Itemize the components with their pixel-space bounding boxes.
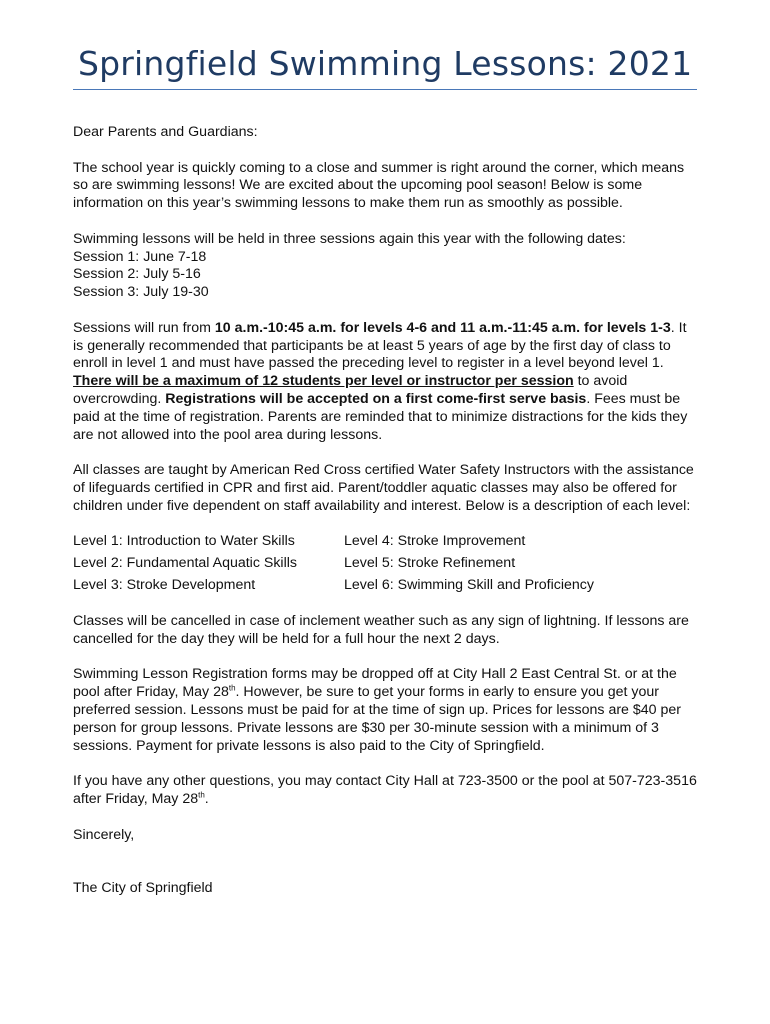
ordinal-suffix: th <box>228 683 236 693</box>
contact-text: . <box>204 791 209 808</box>
sessions-intro: Swimming lessons will be held in three sessions again this year with the following dates: <box>73 230 626 247</box>
signature: The City of Springfield <box>73 880 213 897</box>
session-item: Session 2: July 5-16 <box>73 266 201 283</box>
sessions-paragraph <box>73 231 698 302</box>
level-item: Level 5: Stroke Refinement <box>344 555 516 572</box>
classes-paragraph: All classes are taught by American Red Cross certified Water Safety Instructors with the assistance of lifeguards certified in CPR and first aid. Parent/toddler aquatic classes may also be offered for children under five dependent on staff availability and interest. Below is a description of each level: <box>73 462 694 514</box>
level-item: Level 2: Fundamental Aquatic Skills <box>73 555 297 572</box>
registration-text: Swimming Lesson Registration forms may be dropped off at City Hall 2 East Central St. or at the pool after Friday, May 28 <box>73 666 677 701</box>
levels-list <box>73 533 698 595</box>
closing: Sincerely, <box>73 826 135 843</box>
page-title: Springfield Swimming Lessons: 2021 <box>78 44 693 83</box>
schedule-text: . Fees must be paid at the time of registration. Parents are reminded that to minimize distractions for the kids they are not allowed into the pool area during lessons. <box>73 390 688 443</box>
letter-body <box>73 124 698 916</box>
schedule-times: 10 a.m.-10:45 a.m. for levels 4-6 and 11 a.m.-11:45 a.m. for levels 1-3 <box>214 319 671 336</box>
registration-paragraph <box>73 666 698 755</box>
class-size-limit: There will be a maximum of 12 students per level or instructor per session <box>73 373 574 390</box>
intro-paragraph: The school year is quickly coming to a close and summer is right around the corner, which means so are swimming lessons! We are excited about the upcoming pool season! Below is some information on this year’s swimming lessons to make them run as smoothly as possible. <box>73 159 685 212</box>
schedule-paragraph <box>73 320 698 445</box>
schedule-text: to avoid overcrowding. <box>73 373 628 407</box>
registration-text: . However, be sure to get your forms in early to ensure you get your preferred session. Lessons must be paid for at the time of sign up. Prices for lessons are $40 per person for group lessons. Private lessons are $30 per 30-minute session with a minimum of 3 sessions. Payment for private lessons is also paid to the City of Springfield. <box>73 684 682 754</box>
contact-paragraph <box>73 773 698 809</box>
weather-paragraph: Classes will be cancelled in case of inclement weather such as any sign of lightning. If lessons are cancelled for the day they will be held for a full hour the next 2 days. <box>73 613 689 647</box>
level-item: Level 4: Stroke Improvement <box>344 533 526 550</box>
title-divider <box>73 89 697 90</box>
schedule-text: . It is generally recommended that participants be at least 5 years of age by the first day of class to enroll in level 1 and must have passed the preceding level to register in a level beyond level 1. <box>73 319 687 372</box>
contact-text: If you have any other questions, you may contact City Hall at 723-3500 or the pool at 507-723-3516 after Friday, May 28 <box>73 773 697 808</box>
level-item: Level 3: Stroke Development <box>73 577 256 594</box>
session-item: Session 1: June 7-18 <box>73 248 207 265</box>
registration-policy: Registrations will be accepted on a first come-first serve basis <box>165 390 587 407</box>
session-item: Session 3: July 19-30 <box>73 284 209 301</box>
salutation: Dear Parents and Guardians: <box>73 124 258 140</box>
level-item: Level 6: Swimming Skill and Proficiency <box>344 577 594 594</box>
schedule-text: Sessions will run from <box>73 319 215 336</box>
ordinal-suffix: th <box>198 790 205 800</box>
level-item: Level 1: Introduction to Water Skills <box>73 533 295 550</box>
